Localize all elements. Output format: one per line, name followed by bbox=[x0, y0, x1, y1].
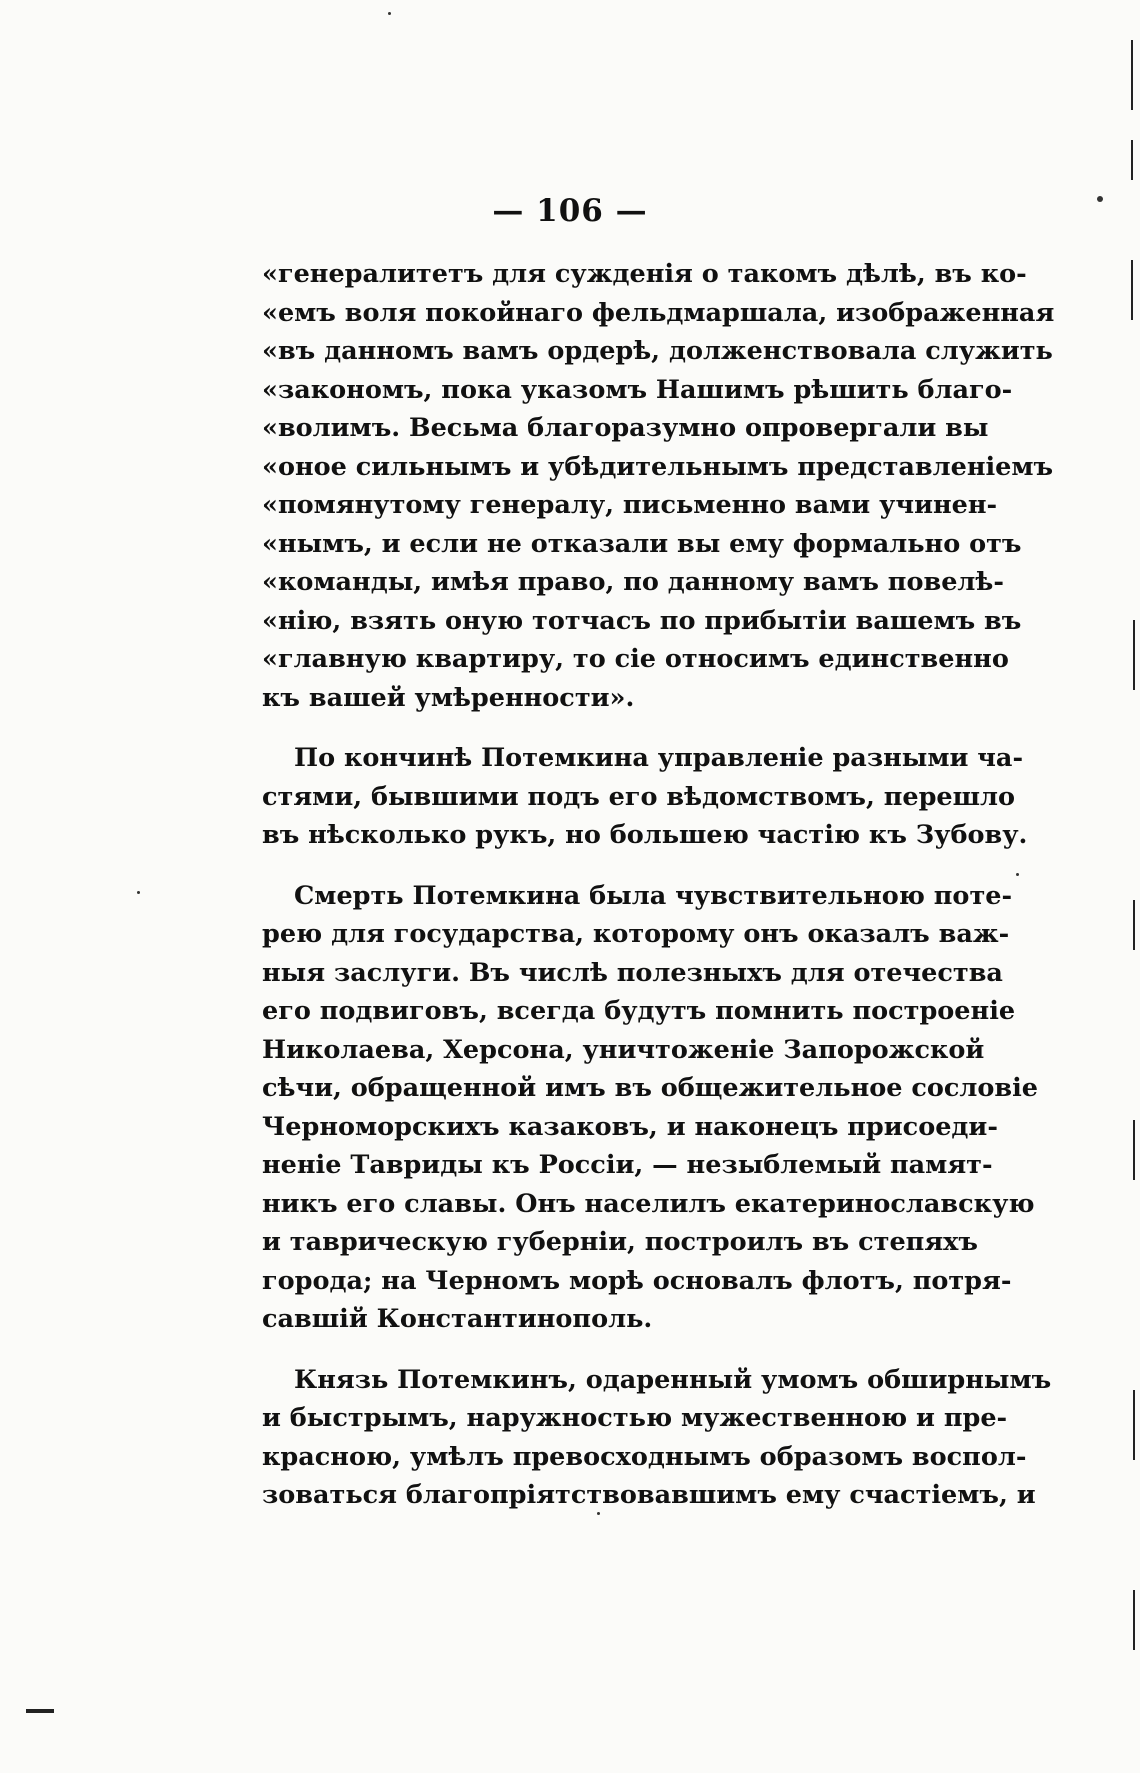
text-line: Черноморскихъ казаковъ, и наконецъ присоеди- bbox=[262, 1111, 998, 1142]
text-line: «нію, взять оную тотчасъ по прибытіи вашемъ въ bbox=[262, 605, 1022, 636]
text-line: «генералитетъ для сужденія о такомъ дѣлѣ, въ ко- bbox=[262, 259, 1027, 289]
text-line: «волимъ. Весьма благоразумно опровергали вы bbox=[262, 413, 989, 443]
text-line: ныя заслуги. Въ числѣ полезныхъ для отечества bbox=[262, 957, 1003, 988]
text-line: въ нѣсколько рукъ, но большею частію къ Зубову. bbox=[262, 820, 1028, 850]
text-line: и быстрымъ, наружностью мужественною и пре- bbox=[262, 1403, 1008, 1433]
paragraph-4 bbox=[262, 1361, 1052, 1515]
scan-edge-mark bbox=[26, 1709, 54, 1713]
text-line: «помянутому генералу, письменно вами учинен- bbox=[262, 490, 998, 520]
paragraph-1 bbox=[262, 255, 1055, 717]
paragraph-3 bbox=[262, 877, 1039, 1339]
text-line: савшій Константинополь. bbox=[262, 1304, 653, 1334]
text-line: никъ его славы. Онъ населилъ екатеринославскую bbox=[262, 1188, 1035, 1219]
text-line: «въ данномъ вамъ ордерѣ, долженствовала служить bbox=[262, 336, 1053, 366]
paragraph-gap bbox=[262, 1339, 952, 1361]
scan-edge-mark bbox=[1131, 140, 1133, 180]
scan-speck bbox=[597, 1512, 600, 1515]
text-line: Смерть Потемкина была чувствительною поте- bbox=[294, 880, 1013, 911]
text-line: города; на Черномъ морѣ основалъ флотъ, потря- bbox=[262, 1265, 1012, 1296]
text-line: «нымъ, и если не отказали вы ему формально отъ bbox=[262, 528, 1022, 559]
text-line: къ вашей умѣренности». bbox=[262, 682, 635, 713]
text-line: По кончинѣ Потемкина управленіе разными ча- bbox=[294, 743, 1024, 773]
text-line: «команды, имѣя право, по данному вамъ повелѣ- bbox=[262, 567, 1004, 597]
text-line: «оное сильнымъ и убѣдительнымъ представленіемъ bbox=[262, 451, 1054, 482]
text-line: «закономъ, пока указомъ Нашимъ рѣшить благо- bbox=[262, 374, 1013, 405]
scan-edge-mark bbox=[1131, 40, 1133, 110]
text-line: сѣчи, обращенной имъ въ общежительное сословіе bbox=[262, 1073, 1039, 1103]
page-number: — 106 — bbox=[492, 193, 648, 229]
scan-edge-mark bbox=[1133, 620, 1135, 690]
text-line: зоваться благопріятствовавшимъ ему счастіемъ, и bbox=[262, 1480, 1036, 1510]
page-text bbox=[262, 255, 1055, 1515]
text-line: красною, умѣлъ превосходнымъ образомъ воспол- bbox=[262, 1441, 1027, 1472]
text-line: стями, бывшими подъ его вѣдомствомъ, перешло bbox=[262, 781, 1016, 812]
scan-edge-mark bbox=[1133, 900, 1135, 950]
scan-edge-mark bbox=[1133, 1120, 1135, 1180]
paragraph-gap bbox=[262, 717, 952, 739]
paragraph-2 bbox=[262, 739, 1028, 855]
text-line: и таврическую губерніи, построилъ въ степяхъ bbox=[262, 1227, 978, 1257]
scan-speck bbox=[388, 12, 391, 15]
scan-edge-mark bbox=[1133, 1590, 1135, 1650]
paragraph-gap bbox=[262, 855, 952, 877]
scan-edge-mark bbox=[1133, 1390, 1135, 1460]
scan-speck bbox=[137, 891, 140, 894]
text-line: «главную квартиру, то сіе относимъ единственно bbox=[262, 644, 1009, 674]
text-line: Николаева, Херсона, уничтоженіе Запорожской bbox=[262, 1034, 985, 1065]
text-line: Князь Потемкинъ, одаренный умомъ обширнымъ bbox=[294, 1364, 1052, 1395]
text-line: его подвиговъ, всегда будутъ помнить построеніе bbox=[262, 996, 1016, 1026]
text-line: неніе Тавриды къ Россіи, — незыблемый памят- bbox=[262, 1150, 993, 1180]
text-line: «емъ воля покойнаго фельдмаршала, изображенная bbox=[262, 297, 1055, 328]
text-line: рею для государства, которому онъ оказалъ важ- bbox=[262, 919, 1010, 949]
scan-speck bbox=[1097, 196, 1103, 202]
scan-speck bbox=[1016, 873, 1019, 876]
scan-edge-mark bbox=[1131, 260, 1133, 320]
